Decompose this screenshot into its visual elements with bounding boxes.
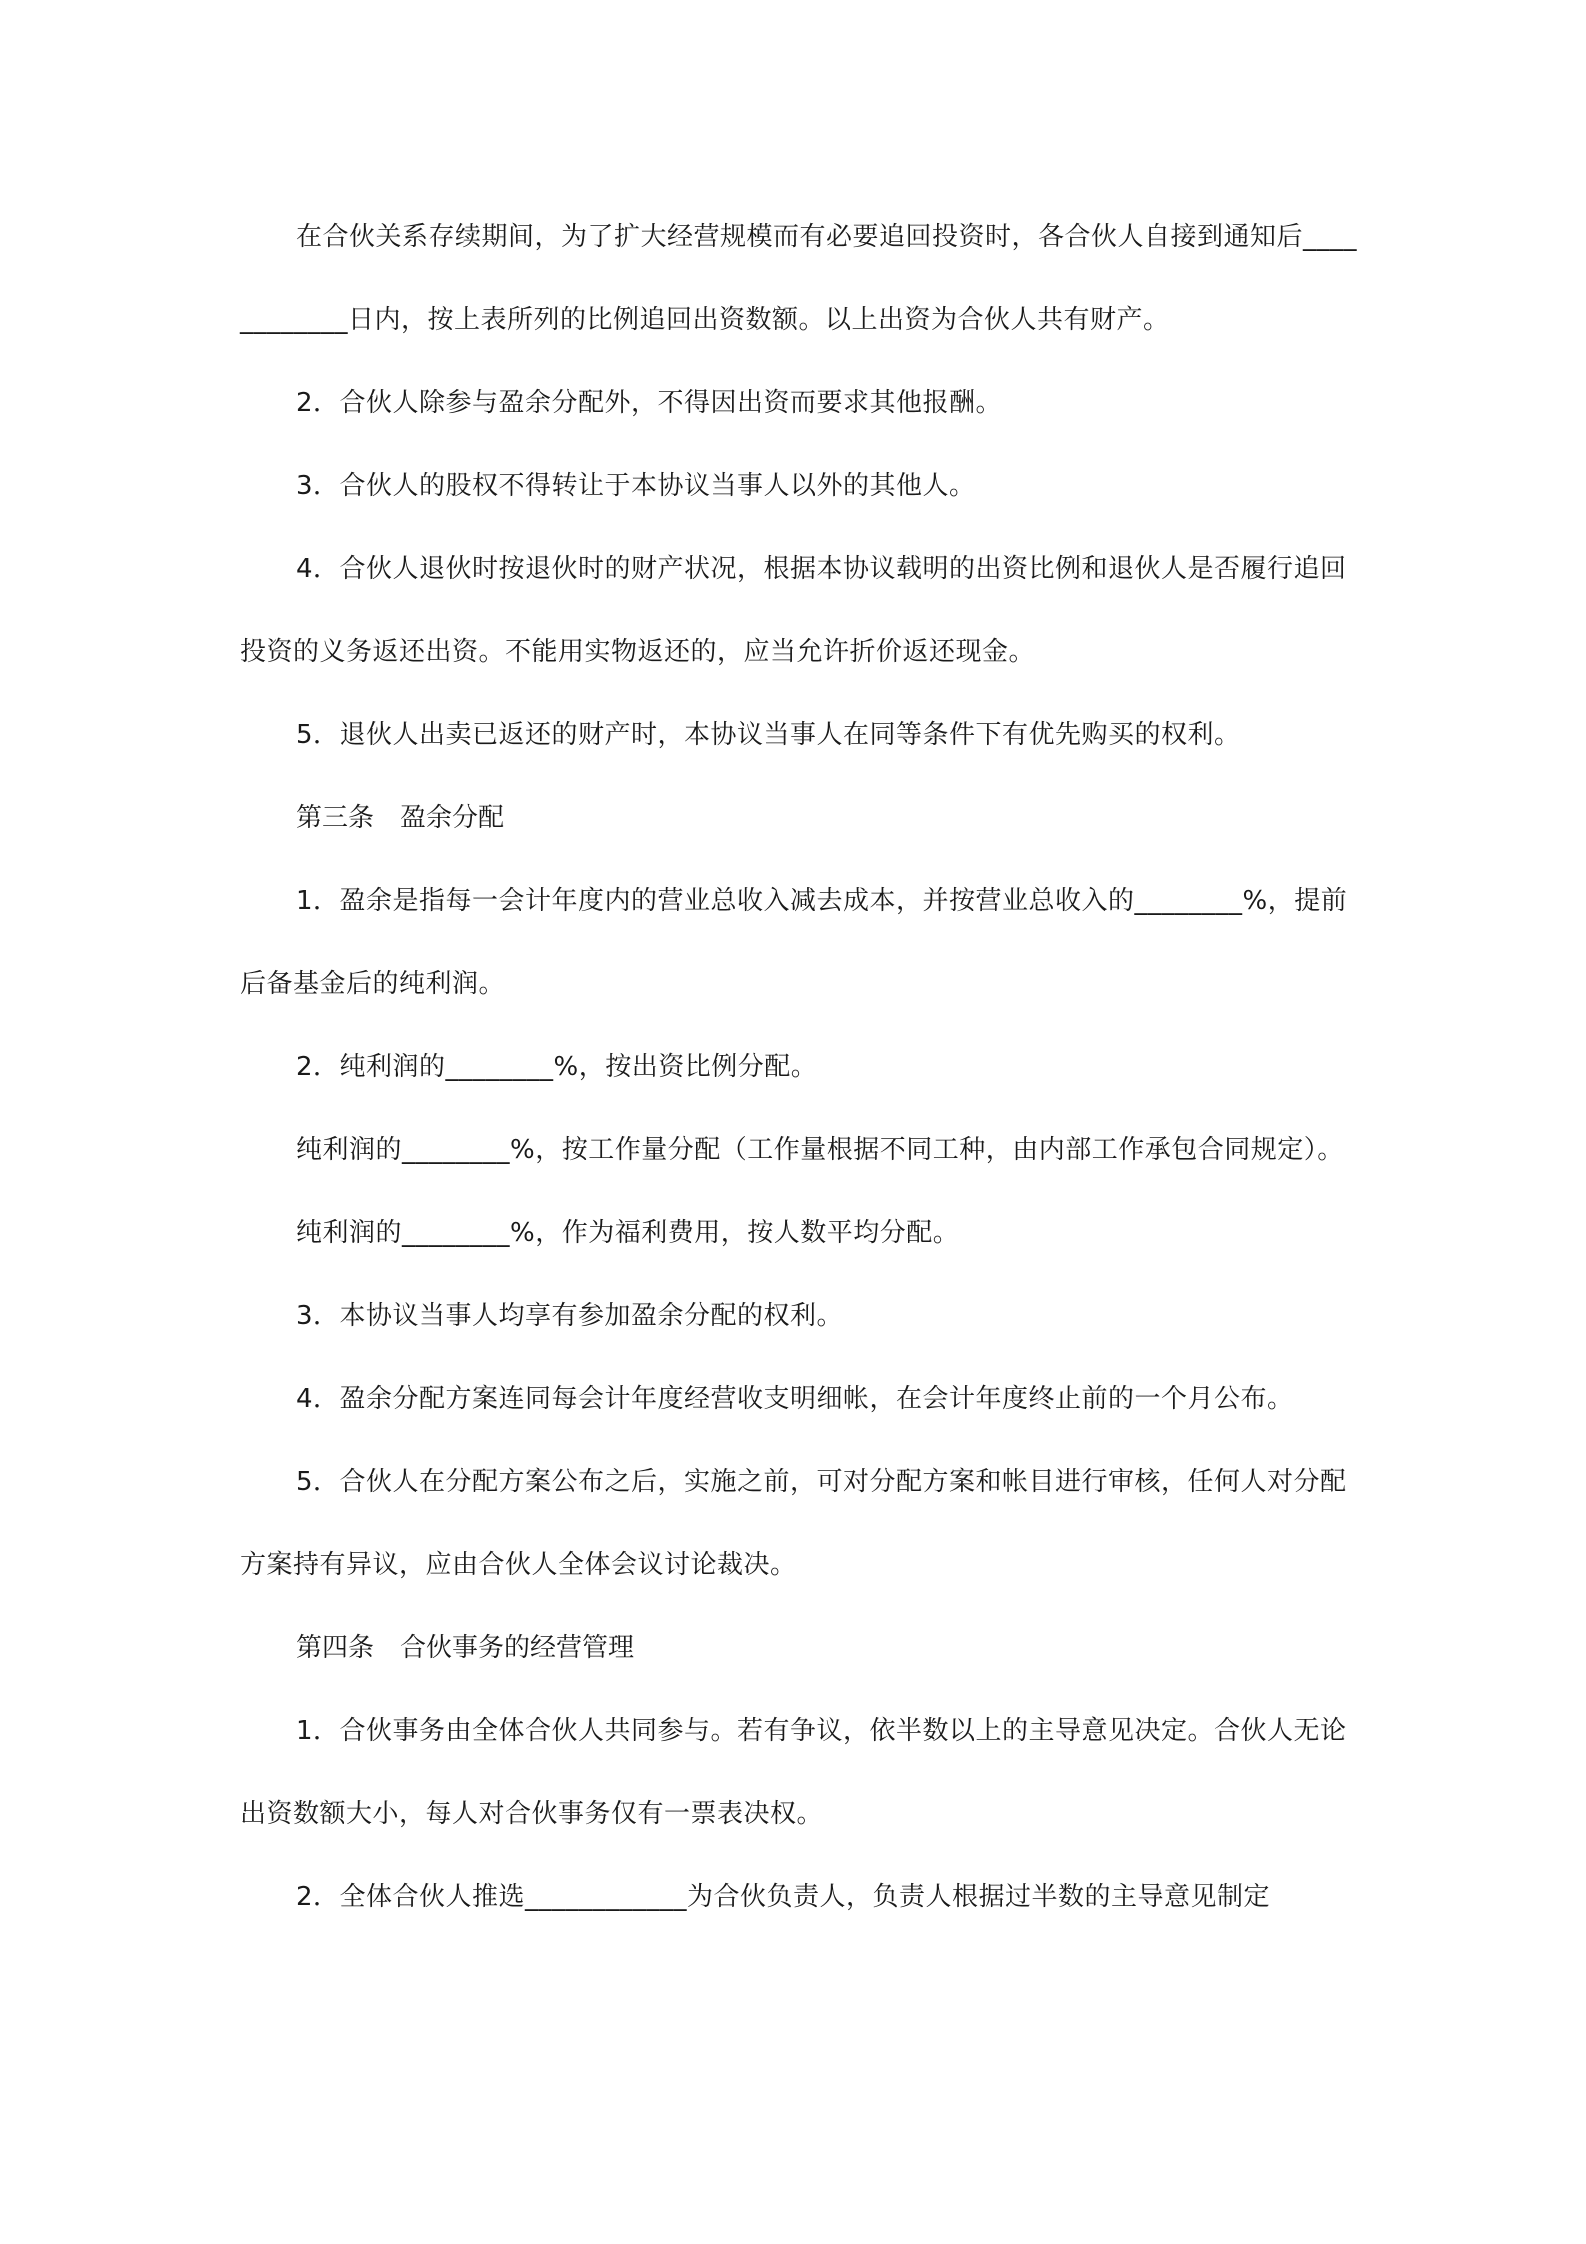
paragraph-distribution-right: 3．本协议当事人均享有参加盈余分配的权利。 (296, 1301, 844, 1331)
paragraph-responsible-person: 2．全体合伙人推选____________为合伙负责人，负责人根据过半数的主导意见制定 (296, 1882, 1271, 1912)
paragraph-profit-welfare: 纯利润的________%，作为福利费用，按人数平均分配。 (296, 1218, 960, 1248)
paragraph-profit-by-capital: 2．纯利润的________%，按出资比例分配。 (296, 1052, 818, 1082)
paragraph-plan-review: 5．合伙人在分配方案公布之后，实施之前，可对分配方案和帐目进行审核，任何人对分配方案持有异议，应由合伙人全体会议讨论裁决。 (240, 1467, 1347, 1580)
article-4-heading: 第四条 合伙事务的经营管理 (296, 1633, 635, 1663)
paragraph-item-3-equity-transfer: 3．合伙人的股权不得转让于本协议当事人以外的其他人。 (296, 471, 976, 501)
paragraph-surplus-definition: 1．盈余是指每一会计年度内的营业总收入减去成本，并按营业总收入的________%，提前后备基金后的纯利润。 (240, 886, 1348, 999)
paragraph-distribution-plan: 4．盈余分配方案连同每会计年度经营收支明细帐，在会计年度终止前的一个月公布。 (296, 1384, 1294, 1414)
paragraph-capital-recall: 在合伙关系存续期间，为了扩大经营规模而有必要追回投资时，各合伙人自接到通知后____________日内，按上表所列的比例追回出资数额。以上出资为合伙人共有财产。 (240, 222, 1358, 335)
paragraph-item-5-preemption: 5．退伙人出卖已返还的财产时，本协议当事人在同等条件下有优先购买的权利。 (296, 720, 1241, 750)
paragraph-profit-by-workload: 纯利润的________%，按工作量分配（工作量根据不同工种，由内部工作承包合同规定）。 (296, 1135, 1344, 1165)
paragraph-item-2-remuneration: 2．合伙人除参与盈余分配外，不得因出资而要求其他报酬。 (296, 388, 1003, 418)
paragraph-item-4-withdrawal: 4．合伙人退伙时按退伙时的财产状况，根据本协议载明的出资比例和退伙人是否履行追回投资的义务返还出资。不能用实物返还的，应当允许折价返还现金。 (240, 554, 1347, 667)
paragraph-joint-management: 1．合伙事务由全体合伙人共同参与。若有争议，依半数以上的主导意见决定。合伙人无论出资数额大小，每人对合伙事务仅有一票表决权。 (240, 1716, 1347, 1829)
document-body (240, 196, 1360, 1939)
article-3-heading: 第三条 盈余分配 (296, 803, 505, 833)
